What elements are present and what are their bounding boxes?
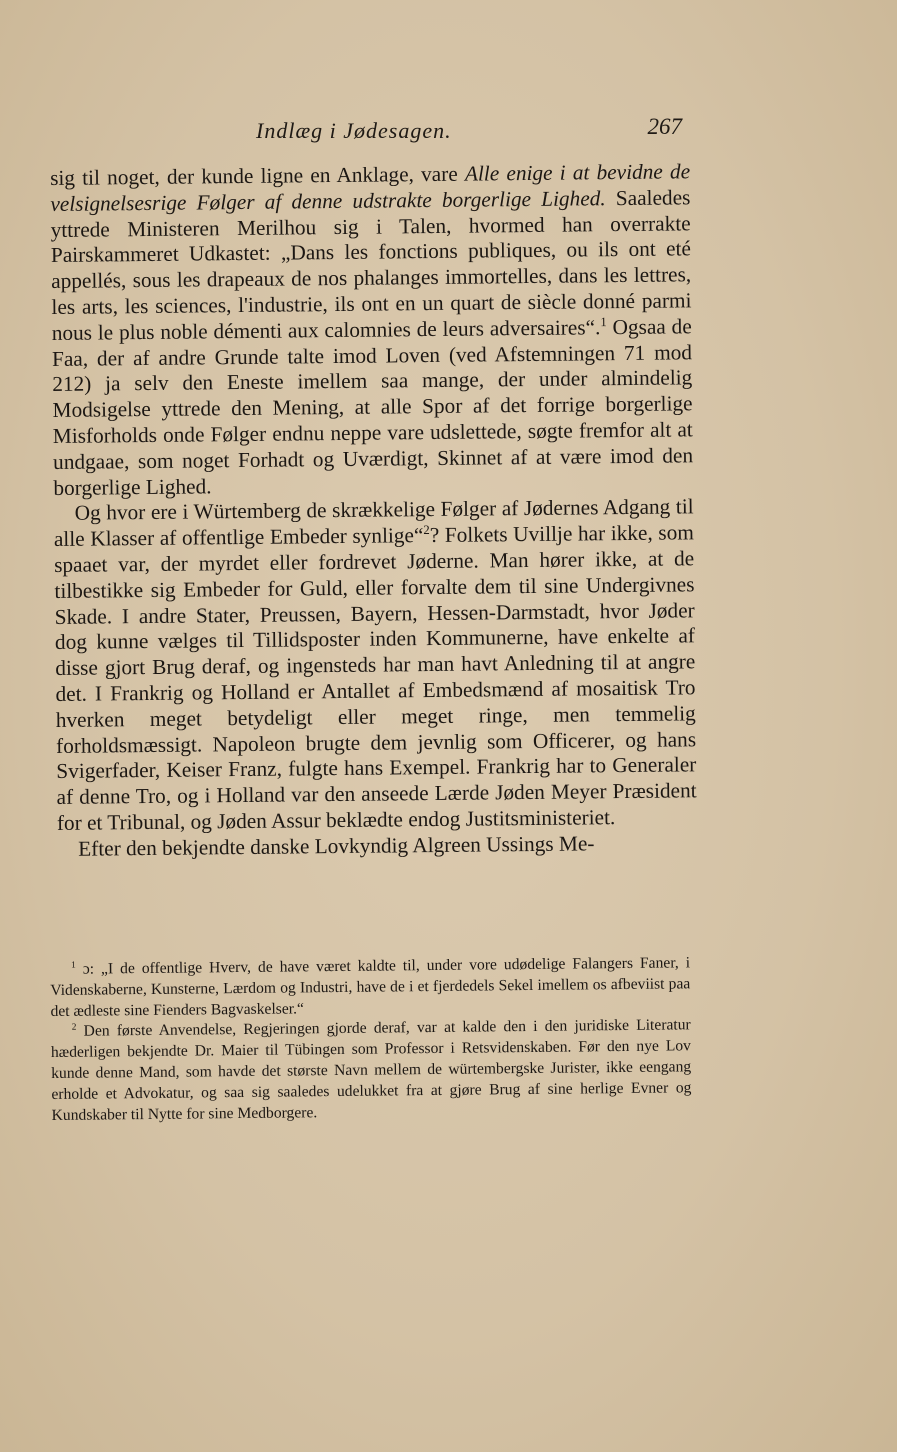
- paragraph-2-text-a: Og hvor ere i Würtemberg de skrækkelige Følger af Jødernes Adgang til alle Klasser af offentlige Embeder synlige“: [53, 494, 694, 552]
- footnote-2-marker: 2: [71, 1022, 77, 1033]
- paragraph-1: [50, 159, 693, 501]
- paragraph-1-text-a: sig til noget, der kunde ligne en Anklage, vare: [50, 161, 466, 190]
- footnote-1-marker: 1: [71, 960, 76, 971]
- paragraph-1-text-c: Ogsaa de Faa, der af andre Grunde talte imod Loven (ved Afstemningen 71 mod 212) ja selv den Eneste imellem saa mange, der under almindelig Modsigelse yttrede den Mening, at alle Spor af det forrige borgerlige Misforholds onde Følger endnu neppe vare udslettede, søgte fremfor alt at undgaae, som noget Forhadt og Uværdigt, Skinnet af at være imod den borgerlige Lighed.: [51, 314, 694, 500]
- paragraph-1-italic: Alle enige i at bevidne de velsignelsesrige Følger af denne udstrakte borgerlige Lighed.: [50, 159, 691, 216]
- running-title: Indlæg i Jødesagen.: [256, 118, 452, 143]
- paragraph-2: [54, 495, 697, 837]
- paragraph-1-text-b: Saaledes yttrede Ministeren Merilhou sig i Talen, hvormed han overrakte Pairskammeret Udkastet: „Dans les fonctions publiques, ou ils ont eté appellés, sous les drapeaux de nos phalanges immortelles, dans les lettres, les arts, les sciences, l'industrie, ils ont en un quart de siècle donné parmi nous le plus noble démenti aux calomnies de leurs adversaires“.: [50, 185, 692, 345]
- body-text: [50, 159, 697, 862]
- footnote-2: [51, 1016, 692, 1127]
- page-number: 267: [647, 114, 682, 139]
- footnote-1-text: ɔ: „I de offentlige Hverv, de have været kaldte til, under vore udødelige Falangers Faner, i Videnskaberne, Kunsterne, Lærdom og Industri, have de i et fjerdedels Sekel imellem os afbeviist paa det ædleste sine Fienders Bagvaskelser.“: [50, 954, 691, 1020]
- footnotes: [50, 953, 692, 1126]
- paragraph-2-text-b: ? Folkets Uvillje har ikke, som spaaet var, der myrdet eller fordrevet Jøderne. Man hører ikke, at de tilbestikke sig Embeder for Guld, eller forvalte dem til sine Undergivnes Skade. I andre Stater, Preussen, Bayern, Hessen-Darmstadt, hvor Jøder dog kunne vælges til Tillidsposter inden Kommunerne, have enkelte af disse gjort Brug deraf, og ingensteds har man havt Anledning til at angre det. I Frankrig og Holland er Antallet af Embedsmænd af mosaitisk Tro hverken meget betydeligt eller meget ringe, men temmelig forholdsmæssigt. Napoleon brugte dem jevnlig som Officerer, og hans Svigerfader, Keiser Franz, fulgte hans Exempel. Frankrig har to Generaler af denne Tro, og i Holland var den anseede Lærde Jøden Meyer Præsident for et Tribunal, og Jøden Assur beklædte endog Justitsministeriet.: [54, 520, 697, 835]
- paragraph-3-text: Efter den bekjendte danske Lovkyndig Algreen Ussings Me-: [78, 831, 595, 861]
- footnote-1: [50, 953, 691, 1022]
- footnote-ref-2: 2: [423, 523, 430, 538]
- paragraph-3: [57, 830, 697, 862]
- footnote-2-text: Den første Anvendelse, Regjeringen gjorde deraf, var at kalde den i den juridiske Literatur hæderligen bekjendte Dr. Maier til Tübingen som Professor i Retsvidenskaben. Før den nye Lov kunde denne Mand, som havde det største Navn mellem de würtembergske Jurister, ikke eengang erholde et Advokatur, og saa sig saaledes udelukket fra at gjøre Brug af sine herlige Evner og Kundskaber til Nytte for sine Medborgere.: [50, 1016, 692, 1124]
- page-header: [50, 112, 690, 146]
- footnote-ref-1: 1: [600, 314, 607, 329]
